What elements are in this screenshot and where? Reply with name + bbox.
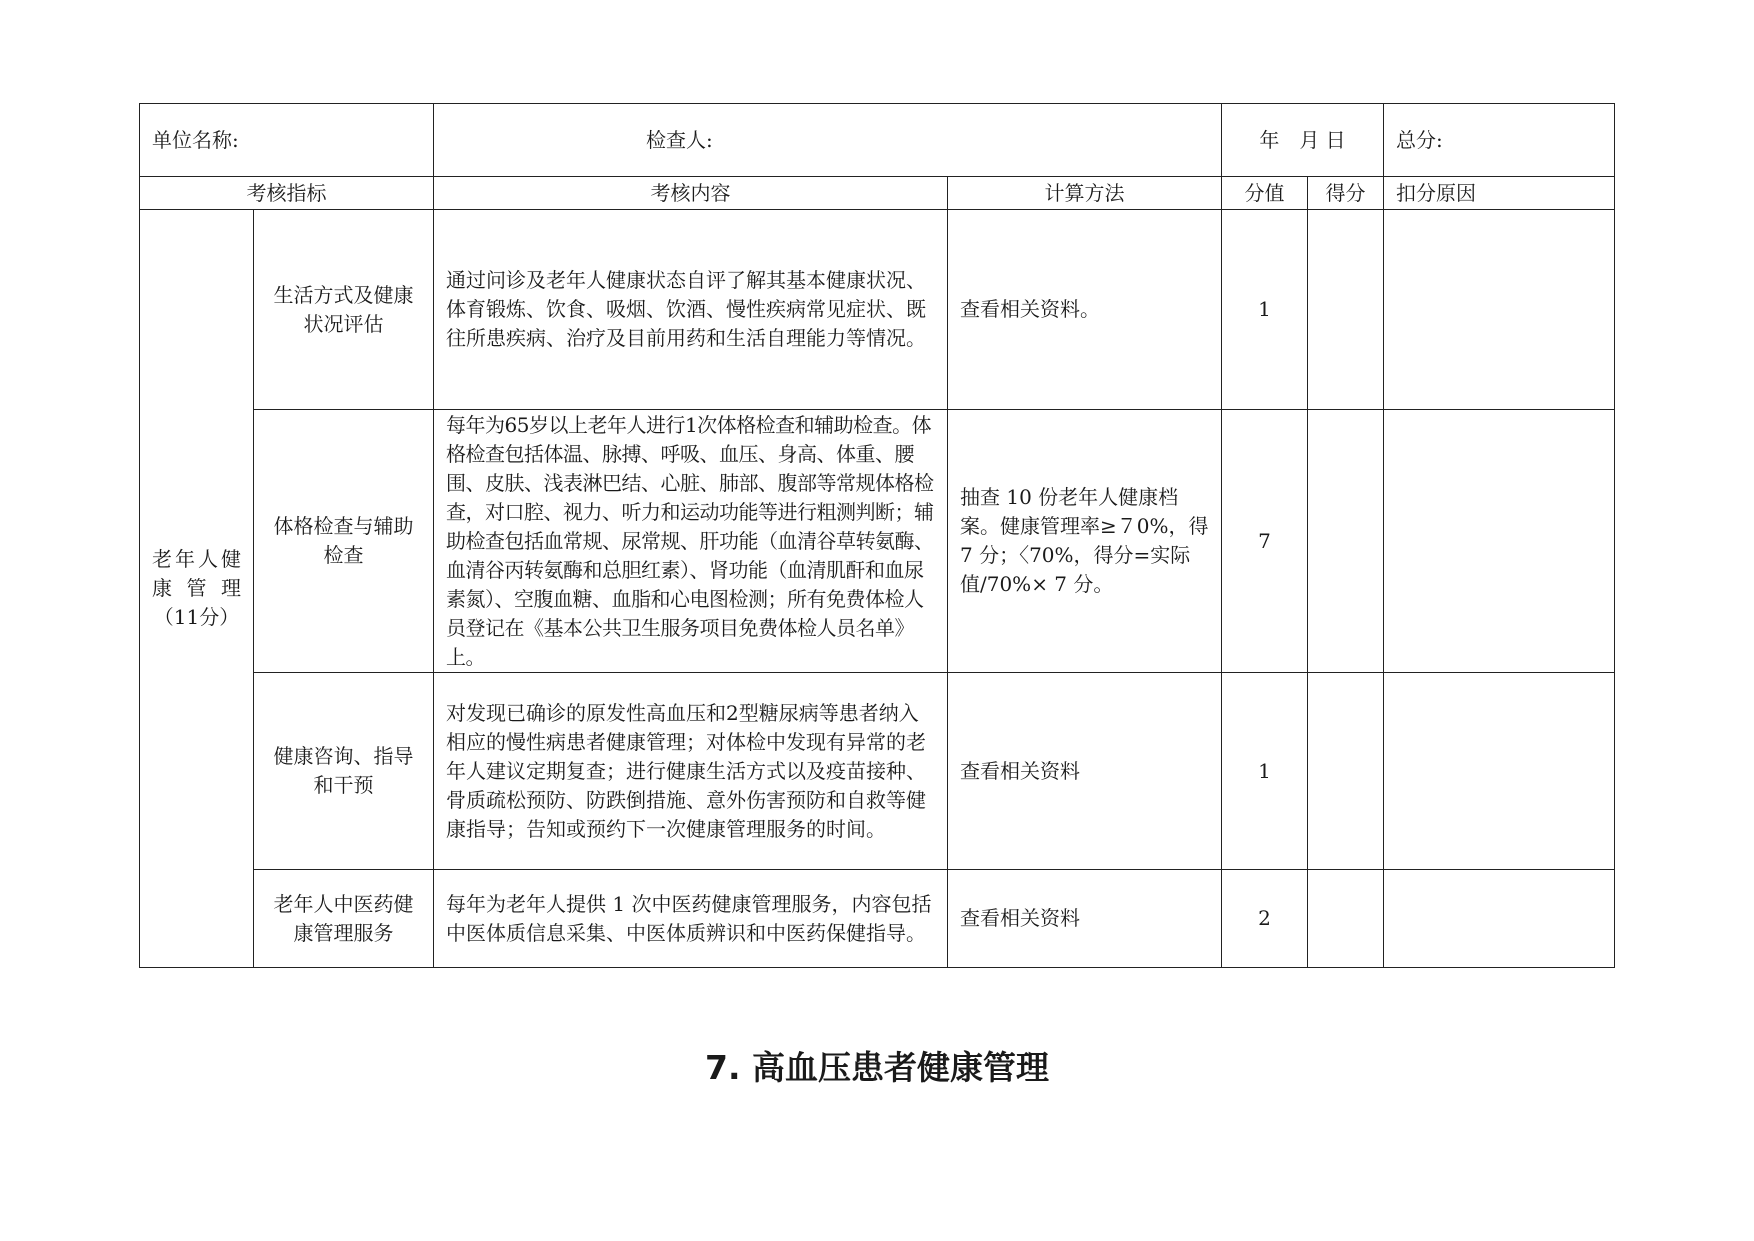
indicator-cell: 老年人中医药健康管理服务	[254, 870, 434, 968]
content-cell: 每年为65岁以上老年人进行1次体格检查和辅助检查。体格检查包括体温、脉搏、呼吸、血压、身高、体重、腰围、皮肤、浅表淋巴结、心脏、肺部、腹部等常规体格检查，对口腔、视力、听力和运动功能等进行粗测判断；辅助检查包括血常规、尿常规、肝功能（血清谷草转氨酶、血清谷丙转氨酶和总胆红素）、肾功能（血清肌酐和血尿素氮）、空腹血糖、血脂和心电图检测；所有免费体检人员登记在《基本公共卫生服务项目免费体检人员名单》上。	[434, 410, 948, 673]
score-cell[interactable]	[1308, 210, 1384, 410]
reason-cell[interactable]	[1384, 210, 1615, 410]
col-reason: 扣分原因	[1384, 177, 1615, 210]
section-title: 7. 高血压患者健康管理	[705, 1048, 1049, 1087]
col-points: 分值	[1222, 177, 1308, 210]
date-label: 年 月 日	[1222, 104, 1384, 177]
method-cell: 抽查 10 份老年人健康档案。健康管理率≥７0%，得 7 分；〈70%，得分=实际值/70%× 7 分。	[948, 410, 1222, 673]
unit-name-label: 单位名称:	[140, 104, 434, 177]
form-header-row	[140, 104, 1615, 177]
col-score: 得分	[1308, 177, 1384, 210]
col-indicator: 考核指标	[140, 177, 434, 210]
indicator-cell: 健康咨询、指导和干预	[254, 673, 434, 870]
points-cell: 1	[1222, 673, 1308, 870]
col-method: 计算方法	[948, 177, 1222, 210]
content-cell: 对发现已确诊的原发性高血压和2型糖尿病等患者纳入相应的慢性病患者健康管理；对体检中发现有异常的老年人建议定期复查；进行健康生活方式以及疫苗接种、骨质疏松预防、防跌倒措施、意外伤害预防和自救等健康指导；告知或预约下一次健康管理服务的时间。	[434, 673, 948, 870]
method-cell: 查看相关资料。	[948, 210, 1222, 410]
content-cell: 通过问诊及老年人健康状态自评了解其基本健康状况、体育锻炼、饮食、吸烟、饮酒、慢性疾病常见症状、既往所患疾病、治疗及目前用药和生活自理能力等情况。	[434, 210, 948, 410]
assessment-table	[139, 103, 1615, 968]
indicator-cell: 体格检查与辅助检查	[254, 410, 434, 673]
category-line: 康 管 理	[152, 576, 241, 600]
category-points: （11分）	[153, 605, 240, 629]
table-row	[140, 673, 1615, 870]
method-cell: 查看相关资料	[948, 870, 1222, 968]
indicator-cell: 生活方式及健康状况评估	[254, 210, 434, 410]
column-header-row	[140, 177, 1615, 210]
reason-cell[interactable]	[1384, 673, 1615, 870]
score-cell[interactable]	[1308, 870, 1384, 968]
category-line: 老年人健	[152, 547, 241, 571]
table-row	[140, 870, 1615, 968]
reason-cell[interactable]	[1384, 410, 1615, 673]
table-row	[140, 410, 1615, 673]
points-cell: 2	[1222, 870, 1308, 968]
total-score-label: 总分:	[1384, 104, 1615, 177]
content-cell: 每年为老年人提供 1 次中医药健康管理服务，内容包括中医体质信息采集、中医体质辨识和中医药保健指导。	[434, 870, 948, 968]
score-cell[interactable]	[1308, 673, 1384, 870]
col-content: 考核内容	[434, 177, 948, 210]
category-cell	[140, 210, 254, 968]
points-cell: 1	[1222, 210, 1308, 410]
inspector-label: 检查人:	[434, 104, 1222, 177]
points-cell: 7	[1222, 410, 1308, 673]
method-cell: 查看相关资料	[948, 673, 1222, 870]
reason-cell[interactable]	[1384, 870, 1615, 968]
table-row	[140, 210, 1615, 410]
score-cell[interactable]	[1308, 410, 1384, 673]
